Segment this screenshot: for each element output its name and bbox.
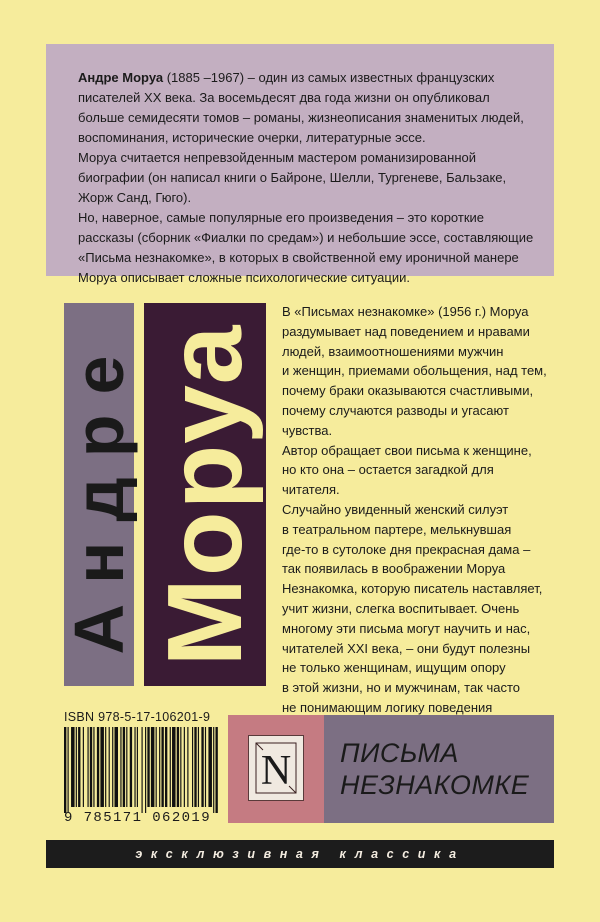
barcode-bar [201,727,203,807]
description-line: в этой жизни, но и мужчинам, так часто [282,680,521,696]
barcode-bar [205,727,206,807]
barcode-bar [83,727,84,807]
book-title-line-1: ПИСЬМА [340,738,459,768]
barcode-bar [151,727,155,807]
description-line: Случайно увиденный женский силуэт [282,501,509,517]
barcode-bar [172,727,176,807]
barcode-bar [93,727,94,807]
barcode-bar [208,727,212,807]
description-line: В «Письмах незнакомке» (1956 г.) Моруа [282,304,529,319]
description-line: где-то в сутолоке дня прекрасная дама – [282,541,531,557]
logo-letter: N [260,748,292,794]
description-line: так появилась в воображении Моруа [282,561,506,577]
series-band [46,840,554,868]
barcode-bar [165,727,167,807]
description-line: людей, взаимоотношениями мужчин [282,343,504,359]
barcode-bar [145,727,146,813]
barcode-bar [120,727,121,807]
description-line: читателей XXI века, – они будут полезны [282,640,531,656]
barcode-bar [159,727,160,807]
description-line: почему браки оказываются счастливыми, [282,383,534,399]
bio-paragraph-3: Но, наверное, самые популярные его произведения – это короткие рассказы (сборник «Фиалки по средам») и небольшие эссе, составляющие «Письма незнакомке», в которых в свойственной ему ироничной манере Моруа описывает сложные психологические ситуации. [78,210,534,285]
barcode-bar [71,727,75,807]
barcode-image [64,727,219,813]
barcode-bar [184,727,185,807]
barcode-bar [147,727,149,807]
author-surname-strip [144,303,266,686]
description-line: в театральном партере, мелькнувшая [282,521,512,537]
publisher-logo [248,735,304,801]
barcode-bar [192,727,193,807]
barcode-bar [78,727,80,807]
barcode-bar [142,727,143,813]
bio-paragraph-1 [78,68,538,148]
barcode-bar [68,727,69,813]
description-line: раздумывает над поведением и нравами [282,323,530,339]
barcode-bar [137,727,138,807]
barcode-bar [90,727,92,807]
description-line: не понимающим логику поведения [282,699,493,715]
barcode-bar [213,727,214,813]
barcode-bar [64,727,66,813]
description-line: но кто она – остается загадкой для читателя. [282,462,494,498]
barcode-bar [114,727,118,807]
barcode-bar [156,727,157,807]
barcode-bar [130,727,132,807]
author-bio-box [46,44,554,285]
barcode-bar [123,727,125,807]
bio-paragraph-2: Моруа считается непревзойденным мастером романизированной биографии (он написал книги о Байроне, Шелли, Тургеневе, Бальзаке, Жорж Санд, Гюго). [78,150,507,205]
description-line: многому эти письма могут научить и нас, [282,620,531,636]
barcode-bar [126,727,127,807]
barcode-bar [194,727,196,807]
author-surname-vertical: Моруа [146,323,264,666]
author-name-strip [60,303,138,686]
barcode-bar [76,727,77,807]
description-line: не только женщинам, ищущим опору [282,660,506,676]
barcode-bar [100,727,104,807]
barcode-bar [105,727,106,807]
barcode-bar [109,727,110,807]
barcode-bar [134,727,135,807]
bio-author-name: Андре Моруа [78,70,164,85]
description-line: учит жизни, слегка воспитывает. Очень [282,600,520,616]
barcode-bar [170,727,171,807]
barcode-bar [198,727,199,807]
barcode-bar [112,727,113,807]
barcode-bar [215,727,217,813]
series-name: эксклюзивная классика [135,847,465,861]
barcode-digits: 9 785171 062019 [64,810,212,826]
book-title-block [324,715,554,823]
author-name-vertical: Андре [60,335,138,654]
letter-n-logo-icon [253,740,299,796]
barcode-bar [97,727,99,807]
description-line: Автор обращает свои письма к женщине, [282,442,532,458]
bio-paragraph-1-text: (1885 –1967) – один из самых известных французских писателей XX века. За восемьдесят два года жизни он опубликовал больше семидесяти томов – романы, жизнеописания знаменитых людей, воспоминания, исторические очерки, литературные эссе. [78,70,524,145]
description-line: и женщин, приемами обольщения, над тем, [282,363,547,379]
barcode-bar [187,727,188,807]
book-title-line-2: НЕЗНАКОМКЕ [340,770,530,800]
barcode-bar [87,727,88,807]
barcode-bar [161,727,163,807]
isbn-label: ISBN 978-5-17-106201-9 [64,710,211,724]
description-line: Незнакомка, которую писатель наставляет, [282,581,543,597]
book-description [282,302,552,777]
barcode-bar [180,727,181,807]
publisher-logo-block [228,715,324,823]
description-line: почему случаются разводы и угасают чувства. [282,402,509,438]
book-title [340,737,529,801]
barcode-bar [177,727,179,807]
